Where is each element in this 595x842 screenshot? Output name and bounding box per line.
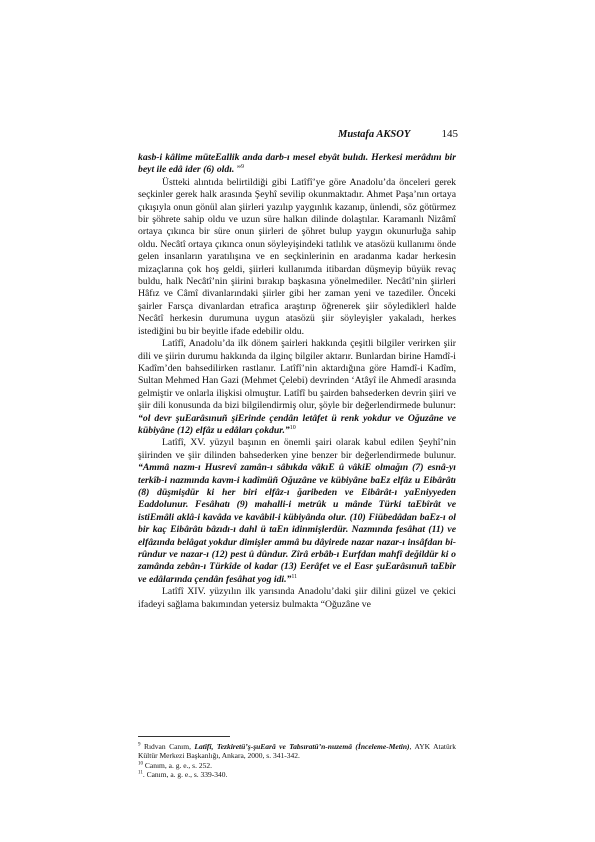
footnote-number: 10 — [138, 761, 143, 767]
body-text — [138, 152, 456, 611]
text-run: Latîfî, XV. yüzyıl başının en önemli şairi olarak kabul edilen Şeyhî’nin şiirinden ve şiir dilinden bahsederken yine benzer bir değerlendirmede bulunur. — [138, 437, 456, 461]
text-run: Üstteki alıntıda belirtildiği gibi Latîfî’ye göre Anadolu’da önceleri gerek seçkinler gerek halk arasında Şeyhî sevilip okunmaktadır. Ahmet Paşa’nın ortaya çıkışıyla onun gönül alan şiirleri yazılıp yaygınlık kazanıp, ünlendi, söz götürmez bir şöhrete sahip oldu ve uzun süre halkın dilinde dolaştılar. Karamanlı Nizâmî ortaya çıkınca bir süre onun şiirleri de şöhret bulup yaygın okunurluğa sahip oldu. Necâtî ortaya çıkınca onun söyleyişindeki tatlılık ve atasözü kullanımı önde gelen insanların yaratılışına ve en seçkinlerinin en aradanma kadar herkesin mizaçlarına çok hoş geldi, şiirleri kullanımda itibardan düşmeyip büyük revaç buldu, halk Necâtî’nin şiirini bırakıp başkasına yönelmediler. Necâtî’nin şiirleri Hâfız ve Câmî divanlarındaki şiirler gibi her zaman yeni ve tazediler. Önceki şairler Farsça divanlardan etrafica araştırıp öğrenerek şiir söylediklerl halde Necâtî herkesin durumuna uygun atasözü şiir söyleyişler yakaladı, herkes istediğini bu bir beyitle ifade edebilir oldu. — [138, 176, 456, 337]
footnote-list — [138, 742, 456, 780]
quoted-text: “ol devr şuEarâsınuñ şiErinde çendân letâfet ü renk yokdur ve Oğuzâne ve kübiyâne (12) elfâz u edâları çokdur.” — [138, 412, 456, 436]
footnote-text: . Canım, a. g. e., s. 339-340. — [142, 770, 228, 780]
footnote-text: , AYK Atatürk Kültür Merkezi Başkanlığı, Ankara, 2000, s. 341-342. — [138, 742, 456, 761]
footnote-ref: 11 — [291, 573, 298, 580]
text-run: Latîfî XIV. yüzyılın ilk yarısında Anadolu’daki şiir dilini güzel ve çekici ifadeyi sağlama bakımından yetersiz bulmakta “Oğuzâne ve — [138, 586, 456, 610]
footnote-separator — [138, 736, 230, 737]
footnote-number: 9 — [138, 742, 141, 748]
paragraph — [138, 152, 456, 177]
footnote-ref: 9 — [241, 164, 245, 171]
footnote-ref: 10 — [289, 424, 296, 431]
footnote — [138, 770, 456, 779]
footnote — [138, 742, 456, 761]
page-header — [338, 128, 458, 140]
quoted-text: kasb-i kâlime müteEallik anda darb-ı mesel ebyât bulıdı. Herkesi merâdını bir beyt ile edâ ider (6) oldı. — [138, 152, 456, 176]
paragraph — [138, 338, 456, 437]
quoted-text: “Ammâ nazm-ı Husrevî zamân-ı sâbıkda vâkıE û vâkiE olmağın (7) esnâ-yı terkîb-i nazmında kavm-i kadîmüñ Oğuzâne ve kübiyâne baEz elfâz u Eibârâtı (8) düşmişdür ki her biri elfâz-ı ğaribeden ve Eibârât-ı yaEniyyeden Eaddolunur. Fesâhatı (9) mahalli-i metrûk u mânde Türki taEbîrât ve istiEmâli aklâ-i kavâda ve kavâbil-i kübiyânda olur. (10) Fiübedâdan baEz-ı ol bir kaç Eibârâtı bâzıdı-ı dahl ü taEn idinmişlerdür. Nazmında fesâhat (11) ve elfâzında belâgat yokdur dimişler ammâ bu dâyirede nazar nazar-ı insâfdan bi-rûndur ve nazar-ı (12) pest û dûndur. Zîrâ erbâb-ı Eurfdan mahfî değildür ki o zamânda zebân-ı Türkîde ol kadar (13) Eerâfet ve el Easr şuEarâsınuñ taEbîr ve edâlarında çendân fesâhat yog idi.” — [138, 462, 456, 585]
text-run: Latîfî, Anadolu’da ilk dönem şairleri hakkında çeşitli bilgiler verirken şiir dili ve şiirin durumu hakkında da ilginç bilgiler aktarır. Bunlardan birine Hamdî-i Kadîm’den bahsedilirken rastlanır. Latîfî’nin aktardığına göre Hamdî-i Kadîm, Sultan Mehmed Han Gazi (Mehmet Çelebi) devrinden ‘Atâyî ile Ahmedî arasında gelmiştir ve onlarla ilişkisi olmuştur. Latîfî bu şairden bahsederken devrin şiiri ve şiir dili konusunda da bizi bilgilendirmiş olur, şöyle bir değerlendirmede bulunur: — [138, 338, 456, 412]
text-run: ” — [234, 164, 242, 176]
footnote-text: Rıdvan Canım, — [140, 742, 195, 751]
footnote — [138, 761, 456, 770]
paragraph — [138, 177, 456, 338]
footnote-number: 11 — [138, 770, 143, 776]
paragraph — [138, 586, 456, 611]
paragraph — [138, 437, 456, 586]
footnote-title: Latîfî, Tezkiretü’ş-şuEarâ ve Tabsıratü’n-nuzemâ (İnceleme-Metin) — [194, 742, 410, 751]
page-number: 145 — [441, 128, 458, 140]
footnote-text: Canım, a. g. e., s. 252. — [143, 760, 212, 770]
footnotes — [138, 736, 456, 780]
running-head: Mustafa AKSOY — [338, 129, 411, 140]
